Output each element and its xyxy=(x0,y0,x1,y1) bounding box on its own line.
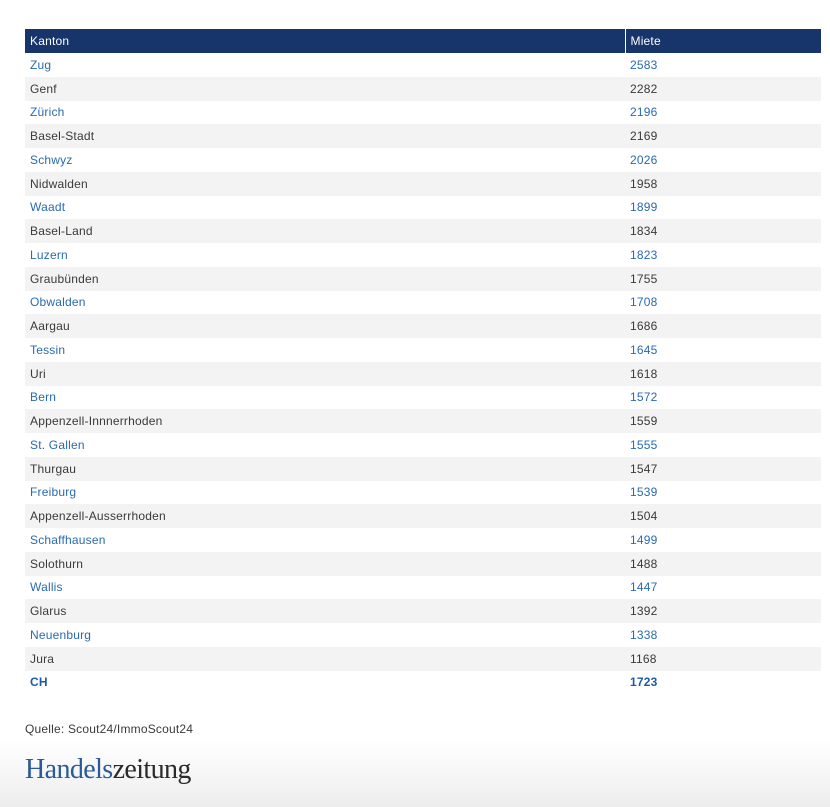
table-row xyxy=(25,77,821,101)
cell-miete: 1392 xyxy=(625,599,821,623)
table-row xyxy=(25,481,821,505)
cell-kanton: Nidwalden xyxy=(25,172,625,196)
cell-kanton[interactable]: St. Gallen xyxy=(30,437,85,452)
cell-kanton[interactable]: Schaffhausen xyxy=(30,532,106,547)
table-row xyxy=(25,148,821,172)
table-row xyxy=(25,528,821,552)
cell-kanton[interactable]: Freiburg xyxy=(30,485,77,500)
cell-kanton: Appenzell-Ausserrhoden xyxy=(25,504,625,528)
table-row xyxy=(25,599,821,623)
cell-miete: 2282 xyxy=(625,77,821,101)
cell-kanton[interactable]: Zug xyxy=(30,57,52,72)
cell-kanton: Basel-Land xyxy=(25,219,625,243)
cell-kanton[interactable]: Luzern xyxy=(30,247,68,262)
cell-miete[interactable]: 2026 xyxy=(630,152,658,167)
cell-kanton: Thurgau xyxy=(25,457,625,481)
cell-miete: 1958 xyxy=(625,172,821,196)
table-row xyxy=(25,504,821,528)
cell-miete[interactable]: 1572 xyxy=(630,390,658,405)
cell-miete: 1755 xyxy=(625,267,821,291)
cell-kanton[interactable]: Zürich xyxy=(30,105,65,120)
cell-kanton: Basel-Stadt xyxy=(25,124,625,148)
table-row xyxy=(25,267,821,291)
table-row xyxy=(25,196,821,220)
cell-kanton: Jura xyxy=(25,647,625,671)
cell-miete[interactable]: 1539 xyxy=(630,485,658,500)
cell-miete[interactable]: 1555 xyxy=(630,437,658,452)
cell-kanton[interactable]: Neuenburg xyxy=(30,627,92,642)
cell-miete[interactable]: 1499 xyxy=(630,532,658,547)
table-row xyxy=(25,576,821,600)
cell-miete[interactable]: 1823 xyxy=(630,247,658,262)
cell-miete: 1686 xyxy=(625,314,821,338)
cell-miete[interactable]: 1899 xyxy=(630,200,658,215)
cell-kanton[interactable]: Tessin xyxy=(30,342,66,357)
logo-part-handels: Handels xyxy=(25,754,113,785)
cell-kanton: Appenzell-Innnerrhoden xyxy=(25,409,625,433)
table-row xyxy=(25,623,821,647)
table-row xyxy=(25,409,821,433)
cell-kanton[interactable]: Waadt xyxy=(30,200,66,215)
cell-miete: 1547 xyxy=(625,457,821,481)
cell-kanton: Genf xyxy=(25,77,625,101)
cell-miete: 1834 xyxy=(625,219,821,243)
table-row xyxy=(25,124,821,148)
table-body xyxy=(25,53,821,694)
table-row xyxy=(25,291,821,315)
table-row xyxy=(25,314,821,338)
cell-kanton[interactable]: Schwyz xyxy=(30,152,73,167)
table-row xyxy=(25,53,821,77)
table-row xyxy=(25,101,821,125)
cell-miete[interactable]: 1708 xyxy=(630,295,658,310)
table-header xyxy=(25,29,821,53)
cell-kanton-total[interactable]: CH xyxy=(30,675,48,690)
table-row xyxy=(25,219,821,243)
cell-kanton: Aargau xyxy=(25,314,625,338)
cell-miete[interactable]: 1447 xyxy=(630,580,658,595)
table-row xyxy=(25,457,821,481)
table-row xyxy=(25,172,821,196)
cell-kanton[interactable]: Wallis xyxy=(30,580,63,595)
table-row xyxy=(25,433,821,457)
table-row-total xyxy=(25,671,821,695)
column-header-miete[interactable]: Miete xyxy=(625,29,821,53)
cell-miete[interactable]: 1338 xyxy=(630,627,658,642)
cell-miete[interactable]: 2583 xyxy=(630,57,658,72)
table-row xyxy=(25,243,821,267)
cell-miete[interactable]: 1645 xyxy=(630,342,658,357)
cell-kanton: Graubünden xyxy=(25,267,625,291)
table-row xyxy=(25,386,821,410)
handelszeitung-logo xyxy=(25,754,191,786)
cell-miete: 1488 xyxy=(625,552,821,576)
cell-kanton: Uri xyxy=(25,362,625,386)
cell-miete[interactable]: 2196 xyxy=(630,105,658,120)
cell-kanton: Solothurn xyxy=(25,552,625,576)
table-row xyxy=(25,552,821,576)
cell-kanton: Glarus xyxy=(25,599,625,623)
rent-table xyxy=(25,29,821,694)
table-row xyxy=(25,338,821,362)
cell-kanton[interactable]: Obwalden xyxy=(30,295,86,310)
cell-miete: 2169 xyxy=(625,124,821,148)
logo-part-zeitung: zeitung xyxy=(112,754,191,785)
rent-table-container xyxy=(25,29,821,694)
cell-miete: 1618 xyxy=(625,362,821,386)
cell-miete-total[interactable]: 1723 xyxy=(630,675,658,690)
cell-miete: 1504 xyxy=(625,504,821,528)
table-row xyxy=(25,362,821,386)
table-row xyxy=(25,647,821,671)
column-header-kanton[interactable]: Kanton xyxy=(25,29,625,53)
cell-miete: 1168 xyxy=(625,647,821,671)
cell-kanton[interactable]: Bern xyxy=(30,390,57,405)
cell-miete: 1559 xyxy=(625,409,821,433)
source-note: Quelle: Scout24/ImmoScout24 xyxy=(25,722,194,736)
